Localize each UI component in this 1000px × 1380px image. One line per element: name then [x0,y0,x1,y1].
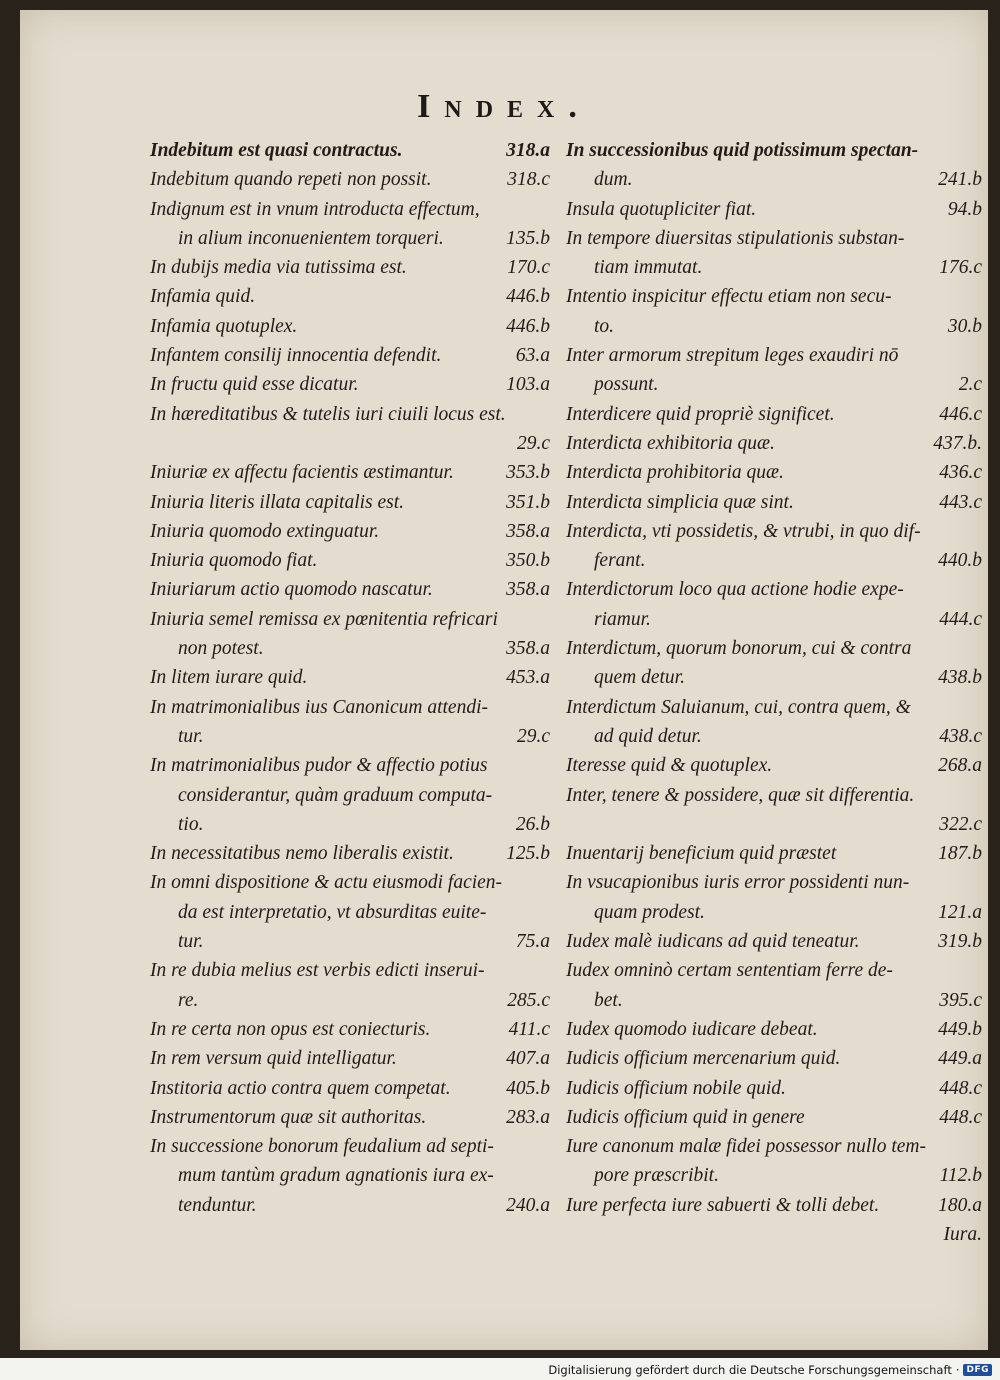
index-entry-page-ref: 322.c [939,813,982,835]
index-entry-text: ferant. [594,550,646,572]
index-entry-line [566,575,982,604]
index-entry-page-ref: 440.b [938,550,982,572]
index-entry-line [150,634,550,663]
index-entry-line [566,312,982,341]
index-entry-text: Iniuria literis illata capitalis est. [150,491,405,513]
index-entry-line [566,986,982,1015]
index-entry-page-ref: 180.a [938,1194,982,1216]
index-entry-line [566,956,982,985]
index-entry-page-ref: 268.a [938,755,982,777]
index-entry-text: quem detur. [594,667,685,689]
index-entry-line [566,282,982,311]
index-entry-page-ref: 187.b [938,843,982,865]
index-entry-text: Iudex malè iudicans ad quid teneatur. [566,931,860,953]
index-entry-line [566,781,982,810]
index-entry-line [150,839,550,868]
index-entry-page-ref: 353.b [506,462,550,484]
index-entry-text: Iudicis officium mercenarium quid. [566,1048,841,1070]
index-entry-line [566,429,982,458]
index-entry-line [566,341,982,370]
index-entry-text: Indebitum quando repeti non possit. [150,169,432,191]
index-entry-text: Institoria actio contra quem competat. [150,1077,451,1099]
index-entry-text: Infantem consilij innocentia defendit. [150,345,442,367]
index-entry-line [150,956,550,985]
index-entry-line [150,458,550,487]
index-entry-text: Interdicere quid propriè significet. [566,403,835,425]
index-entry-line [150,165,550,194]
index-entry-line [150,224,550,253]
index-entry-page-ref: Iura. [943,1223,982,1245]
index-entry-line [150,488,550,517]
credit-text: Digitalisierung gefördert durch die Deutsche Forschungsgemeinschaft [548,1363,952,1377]
index-entry-line [566,165,982,194]
index-entry-line [566,400,982,429]
index-entry-page-ref: 319.b [938,931,982,953]
index-entry-text: In necessitatibus nemo liberalis existit. [150,843,454,865]
index-entry-line [150,341,550,370]
index-entry-page-ref: 351.b [506,491,550,513]
index-entry-text: Infamia quotuplex. [150,315,298,337]
index-entry-line [566,898,982,927]
credit-separator: · [955,1363,960,1377]
index-entry-text: In matrimonialibus pudor & affectio potius [150,755,488,777]
index-entry-line [150,1074,550,1103]
index-entry-page-ref: 358.a [506,638,550,660]
index-entry-page-ref: 135.b [506,227,550,249]
index-entry-text: In hæreditatibus & tutelis iuri ciuili locus est. [150,403,506,425]
index-entry-line [150,868,550,897]
index-entry-line [150,927,550,956]
index-entry-line [566,927,982,956]
index-entry-line [566,868,982,897]
index-entry-line [150,253,550,282]
index-entry-page-ref: 443.c [939,491,982,513]
index-entry-page-ref: 318.a [506,140,550,161]
index-entry-line [566,1044,982,1073]
index-entry-page-ref: 453.a [506,667,550,689]
book-page [20,10,988,1350]
index-entry-text: Indignum est in vnum introducta effectum, [150,198,480,220]
index-entry-page-ref: 438.c [939,725,982,747]
index-entry-text: In successione bonorum feudalium ad septi- [150,1136,494,1158]
index-entry-text: Iniuriæ ex affectu facientis æstimantur. [150,462,454,484]
index-entry-text: Interdicta exhibitoria quæ. [566,432,775,454]
index-entry-line [150,370,550,399]
index-entry-page-ref: 75.a [515,931,550,953]
index-entry-text: Inter armorum strepitum leges exaudiri nō [566,345,899,367]
index-entry-text: tenduntur. [178,1194,257,1216]
index-entry-page-ref: 411.c [508,1018,550,1040]
index-entry-text: considerantur, quàm graduum computa- [178,784,493,806]
index-entry-page-ref: 29.c [516,725,550,747]
index-entry-line [566,546,982,575]
index-entry-line [566,1132,982,1161]
index-entry-page-ref: 125.b [506,843,550,865]
dfg-logo: DFG [963,1364,992,1376]
index-entry-line [566,136,982,165]
index-entry-text: In matrimonialibus ius Canonicum attendi- [150,696,488,718]
index-entry-line [150,1161,550,1190]
index-entry-line [150,1191,550,1220]
index-entry-line [566,458,982,487]
index-entry-text: Interdicta simplicia quæ sint. [566,491,794,513]
index-entry-line [566,751,982,780]
index-entry-page-ref: 318.c [507,169,550,191]
index-entry-text: Iudex omninò certam sententiam ferre de- [566,960,893,982]
index-entry-text: Iudicis officium nobile quid. [566,1077,786,1099]
index-entry-line [566,224,982,253]
index-entry-line [150,136,550,165]
index-entry-page-ref: 358.a [506,520,550,542]
index-entry-text: Interdicta, vti possidetis, & vtrubi, in quo dif- [566,520,921,542]
index-entry-line [566,1074,982,1103]
index-entry-text: In dubijs media via tutissima est. [150,257,407,279]
index-entry-text: Iteresse quid & quotuplex. [566,755,773,777]
index-entry-page-ref: 176.c [939,257,982,279]
index-column-right [566,136,982,1249]
index-entry-page-ref: 285.c [507,989,550,1011]
index-entry-line [150,751,550,780]
index-entry-text: Iure perfecta iure sabuerti & tolli debet. [566,1194,880,1216]
index-entry-text: to. [594,315,615,337]
index-entry-line [150,810,550,839]
index-entry-text: In omni dispositione & actu eiusmodi facien- [150,872,503,894]
index-entry-text: In fructu quid esse dicatur. [150,374,359,396]
index-entry-page-ref: 241.b [938,169,982,191]
index-entry-line [150,1103,550,1132]
index-entry-text: Inuentarij beneficium quid præstet [566,843,837,865]
index-entry-text: riamur. [594,608,651,630]
index-entry-page-ref: 446.b [506,286,550,308]
index-entry-text: In tempore diuersitas stipulationis substan- [566,227,905,249]
index-entry-page-ref: 437.b. [933,432,982,454]
index-column-left [150,136,550,1220]
index-entry-text: Inter, tenere & possidere, quæ sit differentia. [566,784,915,806]
index-entry-line [566,370,982,399]
index-entry-line [566,1015,982,1044]
index-entry-line [566,722,982,751]
index-entry-line [566,839,982,868]
index-entry-text: tur. [178,725,204,747]
index-entry-text: tiam immutat. [594,257,703,279]
index-entry-line [150,693,550,722]
index-entry-line [566,1103,982,1132]
index-entry-line [150,1015,550,1044]
index-entry-text: Iniuriarum actio quomodo nascatur. [150,579,433,601]
index-entry-page-ref: 170.c [507,257,550,279]
index-entry-line [566,1191,982,1220]
index-entry-text: In re certa non opus est coniecturis. [150,1018,431,1040]
index-entry-line [566,634,982,663]
index-entry-line [150,1044,550,1073]
index-entry-line [150,282,550,311]
index-entry-line [566,488,982,517]
index-entry-line [566,195,982,224]
index-entry-text: quam prodest. [594,901,705,923]
index-entry-text: pore præscribit. [594,1165,719,1187]
index-entry-line [150,781,550,810]
index-entry-page-ref: 449.b [938,1018,982,1040]
index-entry-page-ref: 30.b [947,315,982,337]
index-entry-page-ref: 358.a [506,579,550,601]
index-entry-text: In re dubia melius est verbis edicti inserui- [150,960,485,982]
index-entry-line [150,986,550,1015]
index-entry-text: Iniuria quomodo extinguatur. [150,520,380,542]
index-entry-text: Iniuria quomodo fiat. [150,550,318,572]
index-entry-text: Iure canonum malæ fidei possessor nullo tem- [566,1136,926,1158]
index-entry-page-ref: 438.b [938,667,982,689]
index-entry-text: In successionibus quid potissimum spectan- [566,140,919,161]
index-entry-line [150,575,550,604]
index-entry-text: Interdicta prohibitoria quæ. [566,462,784,484]
index-entry-page-ref: 436.c [939,462,982,484]
index-entry-text: in alium inconuenientem torqueri. [178,227,444,249]
index-entry-line [150,517,550,546]
index-entry-line [566,810,982,839]
digitization-credit [548,1361,992,1379]
index-entry-text: mum tantùm gradum agnationis iura ex- [178,1165,494,1187]
index-entry-page-ref: 29.c [516,432,550,454]
index-entry-text: da est interpretatio, vt absurditas euite- [178,901,487,923]
index-entry-text: Indebitum est quasi contractus. [150,140,403,161]
index-entry-text: Infamia quid. [150,286,256,308]
index-entry-page-ref: 446.c [939,403,982,425]
index-entry-line [566,605,982,634]
index-entry-page-ref: 94.b [947,198,982,220]
index-entry-page-ref: 405.b [506,1077,550,1099]
index-entry-line [150,400,550,429]
index-entry-text: Interdictum, quorum bonorum, cui & contra [566,638,912,660]
index-entry-text: In litem iurare quid. [150,667,308,689]
index-entry-text: possunt. [594,374,659,396]
index-entry-text: tur. [178,931,204,953]
index-entry-line [150,429,550,458]
index-entry-line [150,898,550,927]
index-entry-text: Interdictorum loco qua actione hodie expe- [566,579,904,601]
index-entry-line [150,722,550,751]
index-entry-page-ref: 121.a [938,901,982,923]
index-entry-text: Instrumentorum quæ sit authoritas. [150,1106,427,1128]
index-entry-page-ref: 350.b [506,550,550,572]
index-entry-line [566,1161,982,1190]
index-entry-page-ref: 395.c [939,989,982,1011]
index-entry-page-ref: 283.a [506,1106,550,1128]
index-entry-page-ref: 448.c [939,1077,982,1099]
index-entry-line [150,1132,550,1161]
index-entry-line [150,546,550,575]
index-entry-text: In rem versum quid intelligatur. [150,1048,397,1070]
index-entry-line [566,253,982,282]
index-entry-page-ref: 63.a [515,345,550,367]
index-entry-text: re. [178,989,199,1011]
index-entry-page-ref: 448.c [939,1106,982,1128]
index-entry-line [150,605,550,634]
index-entry-line [566,663,982,692]
index-entry-line [566,693,982,722]
index-entry-page-ref: 103.a [506,374,550,396]
index-entry-text: dum. [594,169,633,191]
index-entry-text: Insula quotupliciter fiat. [566,198,757,220]
index-entry-line [150,663,550,692]
index-entry-page-ref: 444.c [939,608,982,630]
index-entry-text: Iniuria semel remissa ex pœnitentia refricari [150,608,498,630]
index-entry-page-ref: 449.a [938,1048,982,1070]
index-entry-page-ref: 112.b [939,1165,982,1187]
index-entry-text: In vsucapionibus iuris error possidenti nun- [566,872,910,894]
index-entry-page-ref: 407.a [506,1048,550,1070]
index-entry-page-ref: 240.a [506,1194,550,1216]
index-entry-page-ref: 446.b [506,315,550,337]
index-entry-line [566,517,982,546]
index-entry-text: bet. [594,989,623,1011]
index-entry-text: Interdictum Saluianum, cui, contra quem, & [566,696,911,718]
index-entry-line [150,195,550,224]
page-header: Index. [417,88,591,125]
index-entry-text: ad quid detur. [594,725,702,747]
index-entry-text: non potest. [178,638,264,660]
index-entry-text: Iudicis officium quid in genere [566,1106,805,1128]
index-entry-text: Iudex quomodo iudicare debeat. [566,1018,818,1040]
index-entry-line [566,1220,982,1249]
index-entry-page-ref: 26.b [515,813,550,835]
index-entry-text: tio. [178,813,204,835]
index-entry-line [150,312,550,341]
index-entry-text: Intentio inspicitur effectu etiam non secu- [566,286,892,308]
index-entry-page-ref: 2.c [958,374,982,396]
